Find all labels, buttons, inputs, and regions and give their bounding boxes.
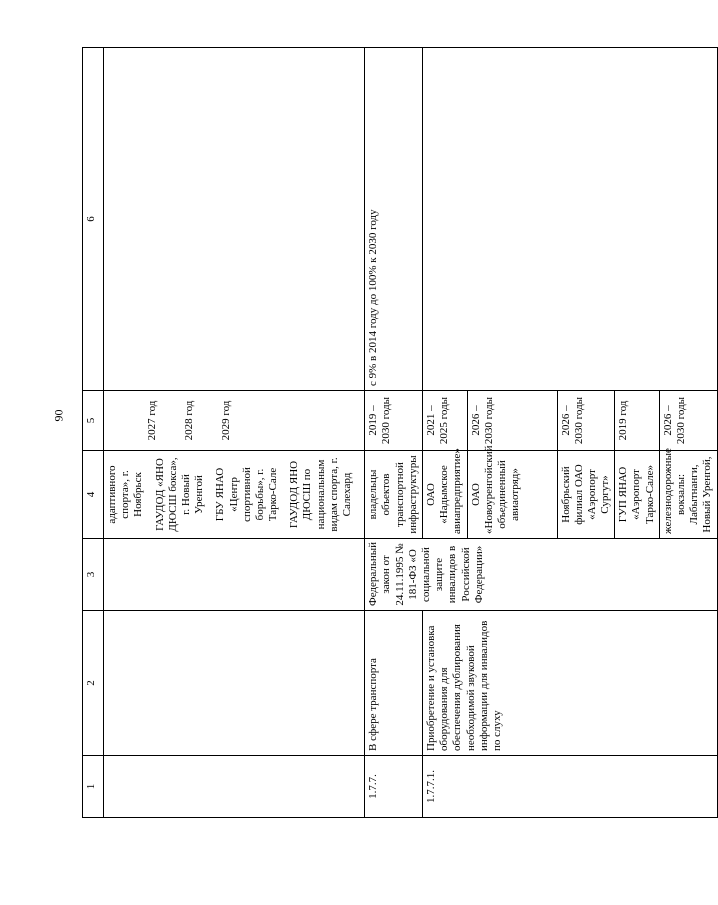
continuation-organizations: адаптивного спорта», г. Ноябрьск ГАУДОД «ЯНО ДЮСШ бокса», г. Новый Уренгой ГБУ ЯНАО «Центр спортивной борьбы», г. Тарко-Сале ГАУДОД ЯНО ДЮСШ по национальным видам спорта, г. Салехард bbox=[104, 451, 365, 539]
col-4-header: 4 bbox=[83, 451, 104, 539]
table-row: ГУП ЯНАО «Аэропорт Тарко-Сале» 2019 год bbox=[615, 48, 660, 818]
col-3-header: 3 bbox=[83, 539, 104, 611]
measures-table bbox=[82, 47, 718, 818]
table-row: 1.7.7. В сфере транспорта Федеральный закон от 24.11.1995 № 181-ФЗ «О социальной защите инвалидов в Российской Федерации» владельцы объектов транспортной инфраструктуры 2019 – 2030 годы с 9% в 2014 году до 100% к 2030 году bbox=[365, 48, 423, 818]
col-6-header: 6 bbox=[83, 48, 104, 391]
col-5-header: 5 bbox=[83, 391, 104, 451]
table-row bbox=[104, 48, 365, 818]
continuation-years: 2027 год 2028 год 2029 год bbox=[104, 391, 365, 451]
table-row: железнодорожные вокзалы: Лабытнанги, Новый Уренгой, 2026 – 2030 годы bbox=[659, 48, 717, 818]
document-table-wrapper bbox=[82, 48, 714, 818]
table-row: ОАО «Новоуренгойский объединенный авиаотряд» 2026 – 2030 годы bbox=[467, 48, 557, 818]
table-row: 1.7.7.1. Приобретение и установка оборудования для обеспечения дублирования необходимой звуковой информации для инвалидов по слуху ОАО «Надымское авиапредприятие» 2021 – 2025 годы bbox=[422, 48, 467, 818]
col-2-header: 2 bbox=[83, 611, 104, 756]
col-1-header: 1 bbox=[83, 756, 104, 818]
header-row bbox=[83, 48, 104, 818]
page-number: 90 bbox=[51, 409, 66, 422]
table-row: Ноябрьский филиал ОАО «Аэропорт Сургут» 2026 – 2030 годы bbox=[557, 48, 615, 818]
